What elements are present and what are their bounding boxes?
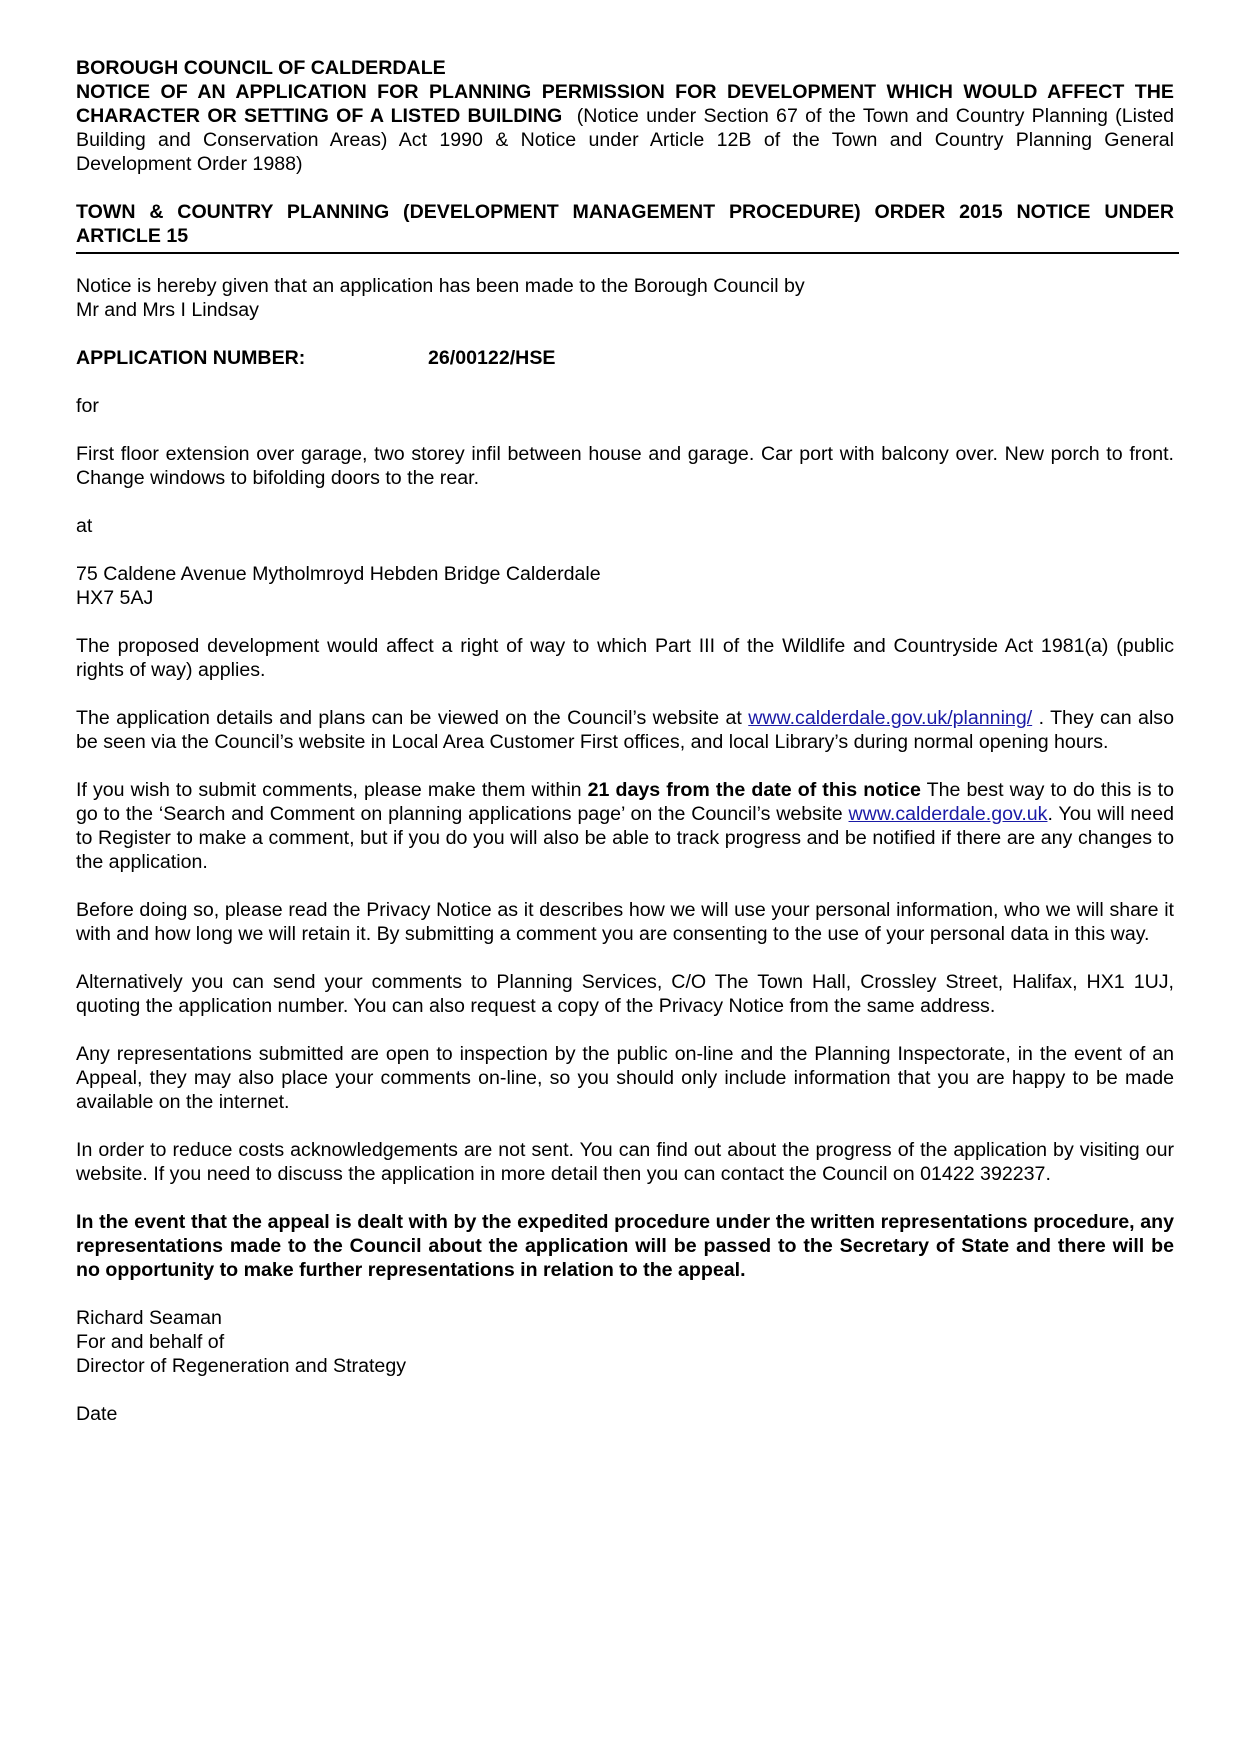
address-postcode: HX7 5AJ [76,587,154,609]
comments-deadline: 21 days from the date of this notice [587,779,921,801]
spacer [76,176,1174,200]
comments-paragraph [76,778,1174,874]
applicant-name: Mr and Mrs I Lindsay [76,299,259,321]
spacer [76,610,1174,634]
spacer [76,370,1174,394]
notice-statute: (Notice under Section 67 of the Town and Country Planning (Listed Building and Conservation Areas) Act 1990 & Notice under Article 12B of the Town and Country Planning General Development Order 1988) [76,105,1174,175]
order-title: TOWN & COUNTRY PLANNING (DEVELOPMENT MANAGEMENT PROCEDURE) ORDER 2015 NOTICE UNDER ARTICLE 15 [76,201,1174,247]
spacer [76,874,1174,898]
application-number: 26/00122/HSE [428,347,556,369]
spacer [76,1018,1174,1042]
spacer [76,538,1174,562]
application-number-row [76,346,1174,370]
right-of-way-paragraph: The proposed development would affect a right of way to which Part III of the Wildlife and Countryside Act 1981(a) (public rights of way) applies. [76,635,1174,681]
acknowledgements-paragraph: In order to reduce costs acknowledgements are not sent. You can find out about the progress of the application by visiting our website. If you need to discuss the application in more detail then you can contact the Council on 01422 392237. [76,1139,1174,1185]
planning-notice [76,56,1174,1426]
application-number-label: APPLICATION NUMBER: [76,347,306,369]
notice-title: NOTICE OF AN APPLICATION FOR PLANNING PERMISSION FOR DEVELOPMENT WHICH WOULD AFFECT THE CHARACTER OR SETTING OF A LISTED BUILDING [76,81,1174,127]
spacer [76,254,1174,274]
comments-text-before: If you wish to submit comments, please make them within [76,779,588,801]
council-name: BOROUGH COUNCIL OF CALDERDALE [76,57,446,79]
viewing-text-after: . They can also be seen via the Council’s website in Local Area Customer First offices, and local Library’s during normal opening hours. [76,707,1174,753]
spacer [76,754,1174,778]
for-label: for [76,395,99,417]
privacy-paragraph: Before doing so, please read the Privacy Notice as it describes how we will use your personal information, who we will share it with and how long we will retain it. By submitting a comment you are consenting to the use of your personal data in this way. [76,899,1174,945]
spacer [76,1282,1174,1306]
spacer [76,490,1174,514]
date-label: Date [76,1403,118,1425]
council-website-link[interactable]: www.calderdale.gov.uk [848,803,1048,825]
spacer [76,1186,1174,1210]
comments-text-middle: The best way to do this is to go to the ‘Search and Comment on planning applications page’ on the Council’s website [76,779,1174,825]
address-line-1: 75 Caldene Avenue Mytholmroyd Hebden Bridge Calderdale [76,563,601,585]
appeal-warning: In the event that the appeal is dealt with by the expedited procedure under the written representations procedure, any representations made to the Council about the application will be passed to the Secretary of State and there will be no opportunity to make further representations in relation to the appeal. [76,1211,1174,1281]
intro-line: Notice is hereby given that an application has been made to the Borough Council by [76,275,805,297]
at-label: at [76,515,93,537]
signatory-role: Director of Regeneration and Strategy [76,1355,407,1377]
spacer [76,1378,1174,1402]
comments-text-after: . You will need to Register to make a comment, but if you do you will also be able to track progress and be notified if there are any changes to the application. [76,803,1174,873]
signatory-behalf: For and behalf of [76,1331,225,1353]
representations-paragraph: Any representations submitted are open to inspection by the public on-line and the Planning Inspectorate, in the event of an Appeal, they may also place your comments on-line, so you should only include information that you are happy to be made available on the internet. [76,1043,1174,1113]
notice-heading [76,80,1174,176]
spacer [76,1114,1174,1138]
spacer [76,682,1174,706]
spacer [76,946,1174,970]
planning-website-link[interactable]: www.calderdale.gov.uk/planning/ [748,707,1033,729]
signatory-name: Richard Seaman [76,1307,222,1329]
viewing-paragraph [76,706,1174,754]
development-description: First floor extension over garage, two storey infil between house and garage. Car port with balcony over. New porch to front. Change windows to bifolding doors to the rear. [76,443,1174,489]
spacer [76,322,1174,346]
viewing-text-before: The application details and plans can be viewed on the Council’s website at [76,707,749,729]
alternative-paragraph: Alternatively you can send your comments to Planning Services, C/O The Town Hall, Crossley Street, Halifax, HX1 1UJ, quoting the application number. You can also request a copy of the Privacy Notice from the same address. [76,971,1174,1017]
spacer [76,418,1174,442]
